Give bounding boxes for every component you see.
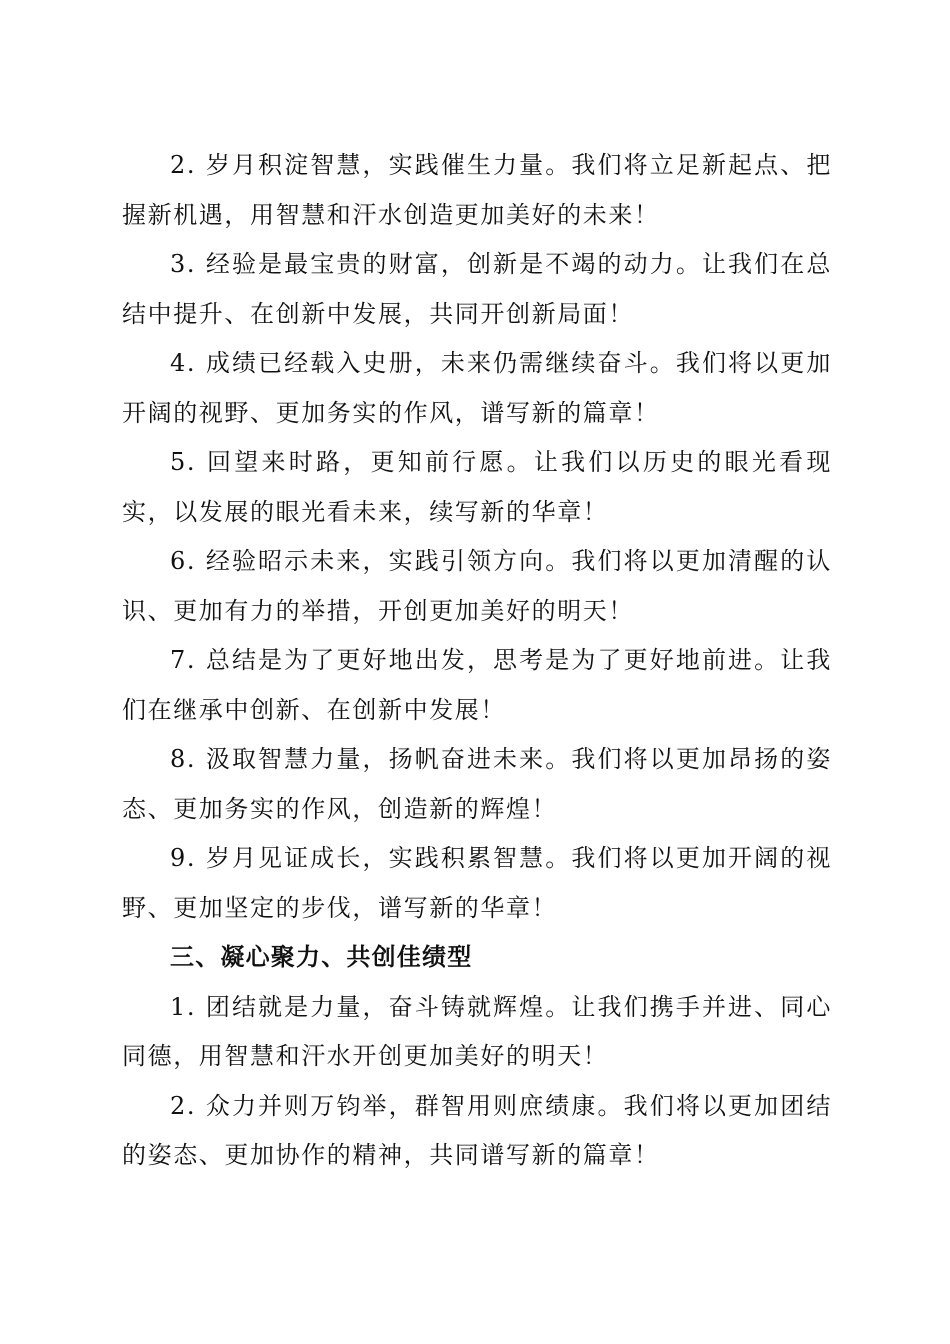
paragraph-4: 4. 成绩已经载入史册，未来仍需继续奋斗。我们将以更加开阔的视野、更加务实的作风，谱写新的篇章！ (122, 349, 832, 427)
paragraph-9: 9. 岁月见证成长，实践积累智慧。我们将以更加开阔的视野、更加坚定的步伐，谱写新的华章！ (122, 844, 832, 922)
section-heading: 三、凝心聚力、共创佳绩型 (170, 943, 473, 971)
paragraph-6: 6. 经验昭示未来，实践引领方向。我们将以更加清醒的认识、更加有力的举措，开创更加美好的明天！ (122, 547, 832, 625)
section3-paragraph-1: 1. 团结就是力量，奋斗铸就辉煌。让我们携手并进、同心同德，用智慧和汗水开创更加美好的明天！ (122, 992, 832, 1070)
paragraph-7: 7. 总结是为了更好地出发，思考是为了更好地前进。让我们在继承中创新、在创新中发展！ (122, 646, 832, 724)
paragraph-3: 3. 经验是最宝贵的财富，创新是不竭的动力。让我们在总结中提升、在创新中发展，共同开创新局面！ (122, 250, 832, 328)
document-body (122, 141, 832, 1181)
section3-paragraph-2: 2. 众力并则万钧举，群智用则庶绩康。我们将以更加团结的姿态、更加协作的精神，共同谱写新的篇章！ (122, 1091, 832, 1169)
paragraph-2: 2. 岁月积淀智慧，实践催生力量。我们将立足新起点、把握新机遇，用智慧和汗水创造更加美好的未来！ (122, 151, 832, 229)
paragraph-5: 5. 回望来时路，更知前行愿。让我们以历史的眼光看现实，以发展的眼光看未来，续写新的华章！ (122, 448, 832, 526)
paragraph-8: 8. 汲取智慧力量，扬帆奋进未来。我们将以更加昂扬的姿态、更加务实的作风，创造新的辉煌！ (122, 745, 832, 823)
